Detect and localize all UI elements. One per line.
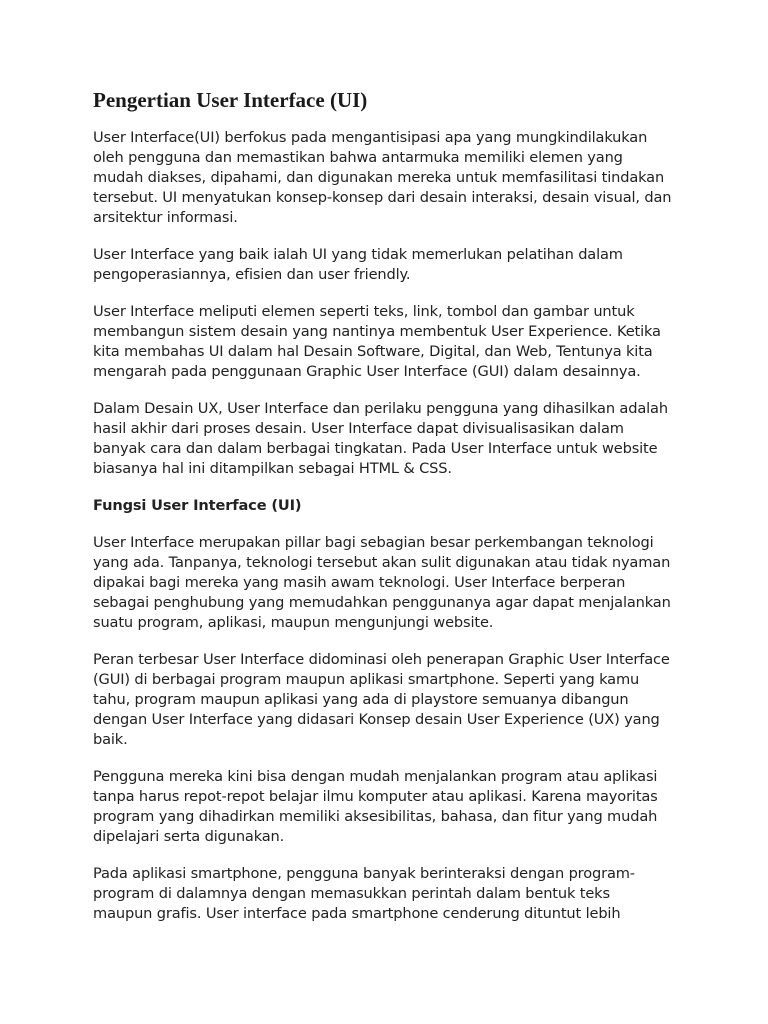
text-line: tersebut. UI menyatukan konsep-konsep dari desain interaksi, desain visual, dan (93, 189, 672, 206)
text-line: mudah diakses, dipahami, dan digunakan mereka untuk memfasilitasi tindakan (93, 169, 665, 186)
text-line: sebagai penghubung yang memudahkan penggunanya agar dapat menjalankan (93, 594, 671, 611)
text-line: mengarah pada penggunaan Graphic User Interface (GUI) dalam desainnya. (93, 363, 641, 380)
text-line: kita membahas UI dalam hal Desain Software, Digital, dan Web, Tentunya kita (93, 343, 653, 360)
text-line: dengan User Interface yang didasari Konsep desain User Experience (UX) yang (93, 711, 660, 728)
text-line: tanpa harus repot-repot belajar ilmu komputer atau aplikasi. Karena mayoritas (93, 788, 658, 805)
text-line: tahu, program maupun aplikasi yang ada di playstore semuanya dibangun (93, 691, 629, 708)
paragraph-smartphone (93, 864, 676, 924)
text-line: dipakai bagi mereka yang masih awam teknologi. User Interface berperan (93, 574, 626, 591)
text-line: maupun grafis. User interface pada smartphone cenderung dituntut lebih (93, 905, 621, 922)
text-line: User Interface merupakan pillar bagi sebagian besar perkembangan teknologi (93, 534, 654, 551)
paragraph-ux-design (93, 399, 676, 479)
text-line: suatu program, aplikasi, maupun mengunjungi website. (93, 614, 494, 631)
text-line: program yang dihadirkan memiliki aksesibilitas, bahasa, dan fitur yang mudah (93, 808, 658, 825)
text-line: yang ada. Tanpanya, teknologi tersebut akan sulit digunakan atau tidak nyaman (93, 554, 671, 571)
paragraph-users (93, 767, 676, 847)
text-line: Pengguna mereka kini bisa dengan mudah menjalankan program atau aplikasi (93, 768, 658, 785)
paragraph-ui-definition (93, 128, 676, 228)
text-line: baik. (93, 731, 128, 748)
text-line: arsitektur informasi. (93, 209, 238, 226)
text-line: (GUI) di berbagai program maupun aplikasi smartphone. Seperti yang kamu (93, 671, 640, 688)
text-line: User Interface(UI) berfokus pada mengantisipasi apa yang mungkindilakukan (93, 129, 648, 146)
text-line: membangun sistem desain yang nantinya membentuk User Experience. Ketika (93, 323, 661, 340)
text-line: User Interface yang baik ialah UI yang tidak memerlukan pelatihan dalam (93, 246, 623, 263)
text-line: oleh pengguna dan memastikan bahwa antarmuka memiliki elemen yang (93, 149, 623, 166)
paragraph-ui-elements (93, 302, 676, 382)
text-line: hasil akhir dari proses desain. User Interface dapat divisualisasikan dalam (93, 420, 624, 437)
text-line: biasanya hal ini ditampilkan sebagai HTML & CSS. (93, 460, 452, 477)
text-line: Peran terbesar User Interface didominasi oleh penerapan Graphic User Interface (93, 651, 670, 668)
text-line: pengoperasiannya, efisien dan user friendly. (93, 266, 411, 283)
text-line: banyak cara dan dalam berbagai tingkatan. Pada User Interface untuk website (93, 440, 658, 457)
text-line: User Interface meliputi elemen seperti teks, link, tombol dan gambar untuk (93, 303, 635, 320)
page-title: Pengertian User Interface (UI) (93, 88, 368, 112)
text-line: program di dalamnya dengan memasukkan perintah dalam bentuk teks (93, 885, 610, 902)
paragraph-gui-role (93, 650, 676, 750)
text-line: Pada aplikasi smartphone, pengguna banyak berinteraksi dengan program- (93, 865, 635, 882)
text-line: Dalam Desain UX, User Interface dan perilaku pengguna yang dihasilkan adalah (93, 400, 668, 417)
text-line: dipelajari serta digunakan. (93, 828, 285, 845)
section-heading-fungsi: Fungsi User Interface (UI) (93, 497, 302, 514)
paragraph-good-ui (93, 245, 676, 285)
paragraph-ui-pillar (93, 533, 676, 633)
